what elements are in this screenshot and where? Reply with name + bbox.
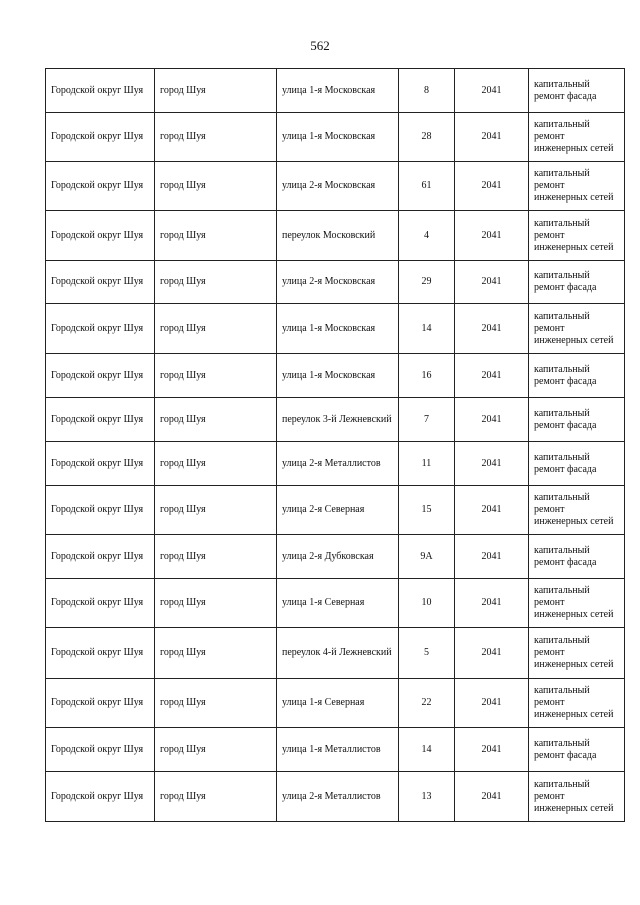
cell-okrug: Городской округ Шуя	[46, 679, 155, 728]
cell-work-type: капитальный ремонт инженерных сетей	[529, 772, 625, 822]
cell-street: улица 2-я Металлистов	[277, 442, 399, 486]
cell-work-type: капитальный ремонт инженерных сетей	[529, 486, 625, 535]
page-number: 562	[310, 38, 330, 53]
cell-house-number: 5	[399, 628, 455, 679]
cell-city: город Шуя	[155, 113, 277, 162]
cell-okrug: Городской округ Шуя	[46, 398, 155, 442]
table-body	[46, 69, 625, 822]
cell-okrug: Городской округ Шуя	[46, 261, 155, 304]
cell-work-type: капитальный ремонт фасада	[529, 398, 625, 442]
cell-house-number: 29	[399, 261, 455, 304]
cell-city: город Шуя	[155, 728, 277, 772]
cell-okrug: Городской округ Шуя	[46, 442, 155, 486]
cell-house-number: 7	[399, 398, 455, 442]
cell-okrug: Городской округ Шуя	[46, 579, 155, 628]
cell-house-number: 22	[399, 679, 455, 728]
cell-street: улица 2-я Металлистов	[277, 772, 399, 822]
cell-work-type: капитальный ремонт инженерных сетей	[529, 162, 625, 211]
table-row	[46, 211, 625, 261]
cell-year: 2041	[455, 772, 529, 822]
cell-street: переулок 4-й Лежневский	[277, 628, 399, 679]
cell-work-type: капитальный ремонт инженерных сетей	[529, 211, 625, 261]
cell-work-type: капитальный ремонт инженерных сетей	[529, 679, 625, 728]
cell-year: 2041	[455, 679, 529, 728]
cell-year: 2041	[455, 211, 529, 261]
cell-city: город Шуя	[155, 261, 277, 304]
cell-house-number: 9А	[399, 535, 455, 579]
table-row	[46, 728, 625, 772]
cell-year: 2041	[455, 579, 529, 628]
table-row	[46, 535, 625, 579]
cell-street: переулок Московский	[277, 211, 399, 261]
cell-city: город Шуя	[155, 69, 277, 113]
cell-okrug: Городской округ Шуя	[46, 162, 155, 211]
cell-year: 2041	[455, 304, 529, 354]
table-row	[46, 354, 625, 398]
cell-house-number: 16	[399, 354, 455, 398]
cell-okrug: Городской округ Шуя	[46, 728, 155, 772]
cell-work-type: капитальный ремонт инженерных сетей	[529, 628, 625, 679]
table-row	[46, 304, 625, 354]
table-row	[46, 486, 625, 535]
cell-work-type: капитальный ремонт фасада	[529, 69, 625, 113]
cell-year: 2041	[455, 398, 529, 442]
cell-house-number: 4	[399, 211, 455, 261]
housing-repair-table	[45, 68, 625, 822]
cell-street: улица 1-я Северная	[277, 579, 399, 628]
cell-city: город Шуя	[155, 211, 277, 261]
table-row	[46, 162, 625, 211]
cell-house-number: 11	[399, 442, 455, 486]
cell-okrug: Городской округ Шуя	[46, 354, 155, 398]
cell-house-number: 61	[399, 162, 455, 211]
cell-house-number: 10	[399, 579, 455, 628]
cell-street: улица 1-я Московская	[277, 304, 399, 354]
cell-year: 2041	[455, 261, 529, 304]
cell-city: город Шуя	[155, 679, 277, 728]
cell-city: город Шуя	[155, 442, 277, 486]
cell-okrug: Городской округ Шуя	[46, 304, 155, 354]
cell-work-type: капитальный ремонт фасада	[529, 535, 625, 579]
cell-year: 2041	[455, 486, 529, 535]
cell-city: город Шуя	[155, 162, 277, 211]
table-row	[46, 679, 625, 728]
table-row	[46, 398, 625, 442]
cell-street: улица 1-я Северная	[277, 679, 399, 728]
cell-city: город Шуя	[155, 628, 277, 679]
cell-okrug: Городской округ Шуя	[46, 628, 155, 679]
cell-okrug: Городской округ Шуя	[46, 69, 155, 113]
table-row	[46, 628, 625, 679]
cell-city: город Шуя	[155, 486, 277, 535]
cell-street: улица 1-я Московская	[277, 69, 399, 113]
cell-work-type: капитальный ремонт фасада	[529, 442, 625, 486]
cell-street: переулок 3-й Лежневский	[277, 398, 399, 442]
cell-house-number: 13	[399, 772, 455, 822]
cell-year: 2041	[455, 728, 529, 772]
cell-work-type: капитальный ремонт инженерных сетей	[529, 304, 625, 354]
cell-year: 2041	[455, 628, 529, 679]
cell-street: улица 1-я Московская	[277, 113, 399, 162]
cell-year: 2041	[455, 162, 529, 211]
table-row	[46, 772, 625, 822]
cell-city: город Шуя	[155, 398, 277, 442]
table-row	[46, 113, 625, 162]
cell-street: улица 2-я Северная	[277, 486, 399, 535]
cell-street: улица 2-я Московская	[277, 261, 399, 304]
cell-year: 2041	[455, 535, 529, 579]
cell-work-type: капитальный ремонт инженерных сетей	[529, 113, 625, 162]
table-row	[46, 69, 625, 113]
cell-street: улица 2-я Дубковская	[277, 535, 399, 579]
table-row	[46, 579, 625, 628]
cell-work-type: капитальный ремонт фасада	[529, 728, 625, 772]
cell-house-number: 15	[399, 486, 455, 535]
cell-street: улица 1-я Металлистов	[277, 728, 399, 772]
table-row	[46, 442, 625, 486]
cell-house-number: 28	[399, 113, 455, 162]
cell-work-type: капитальный ремонт фасада	[529, 261, 625, 304]
cell-year: 2041	[455, 354, 529, 398]
table-row	[46, 261, 625, 304]
cell-house-number: 14	[399, 304, 455, 354]
cell-city: город Шуя	[155, 579, 277, 628]
cell-city: город Шуя	[155, 772, 277, 822]
cell-okrug: Городской округ Шуя	[46, 772, 155, 822]
cell-okrug: Городской округ Шуя	[46, 113, 155, 162]
cell-year: 2041	[455, 113, 529, 162]
cell-okrug: Городской округ Шуя	[46, 486, 155, 535]
cell-okrug: Городской округ Шуя	[46, 211, 155, 261]
cell-city: город Шуя	[155, 535, 277, 579]
cell-year: 2041	[455, 69, 529, 113]
cell-street: улица 2-я Московская	[277, 162, 399, 211]
cell-year: 2041	[455, 442, 529, 486]
cell-work-type: капитальный ремонт фасада	[529, 354, 625, 398]
cell-city: город Шуя	[155, 304, 277, 354]
cell-work-type: капитальный ремонт инженерных сетей	[529, 579, 625, 628]
cell-street: улица 1-я Московская	[277, 354, 399, 398]
cell-house-number: 14	[399, 728, 455, 772]
cell-house-number: 8	[399, 69, 455, 113]
cell-city: город Шуя	[155, 354, 277, 398]
cell-okrug: Городской округ Шуя	[46, 535, 155, 579]
